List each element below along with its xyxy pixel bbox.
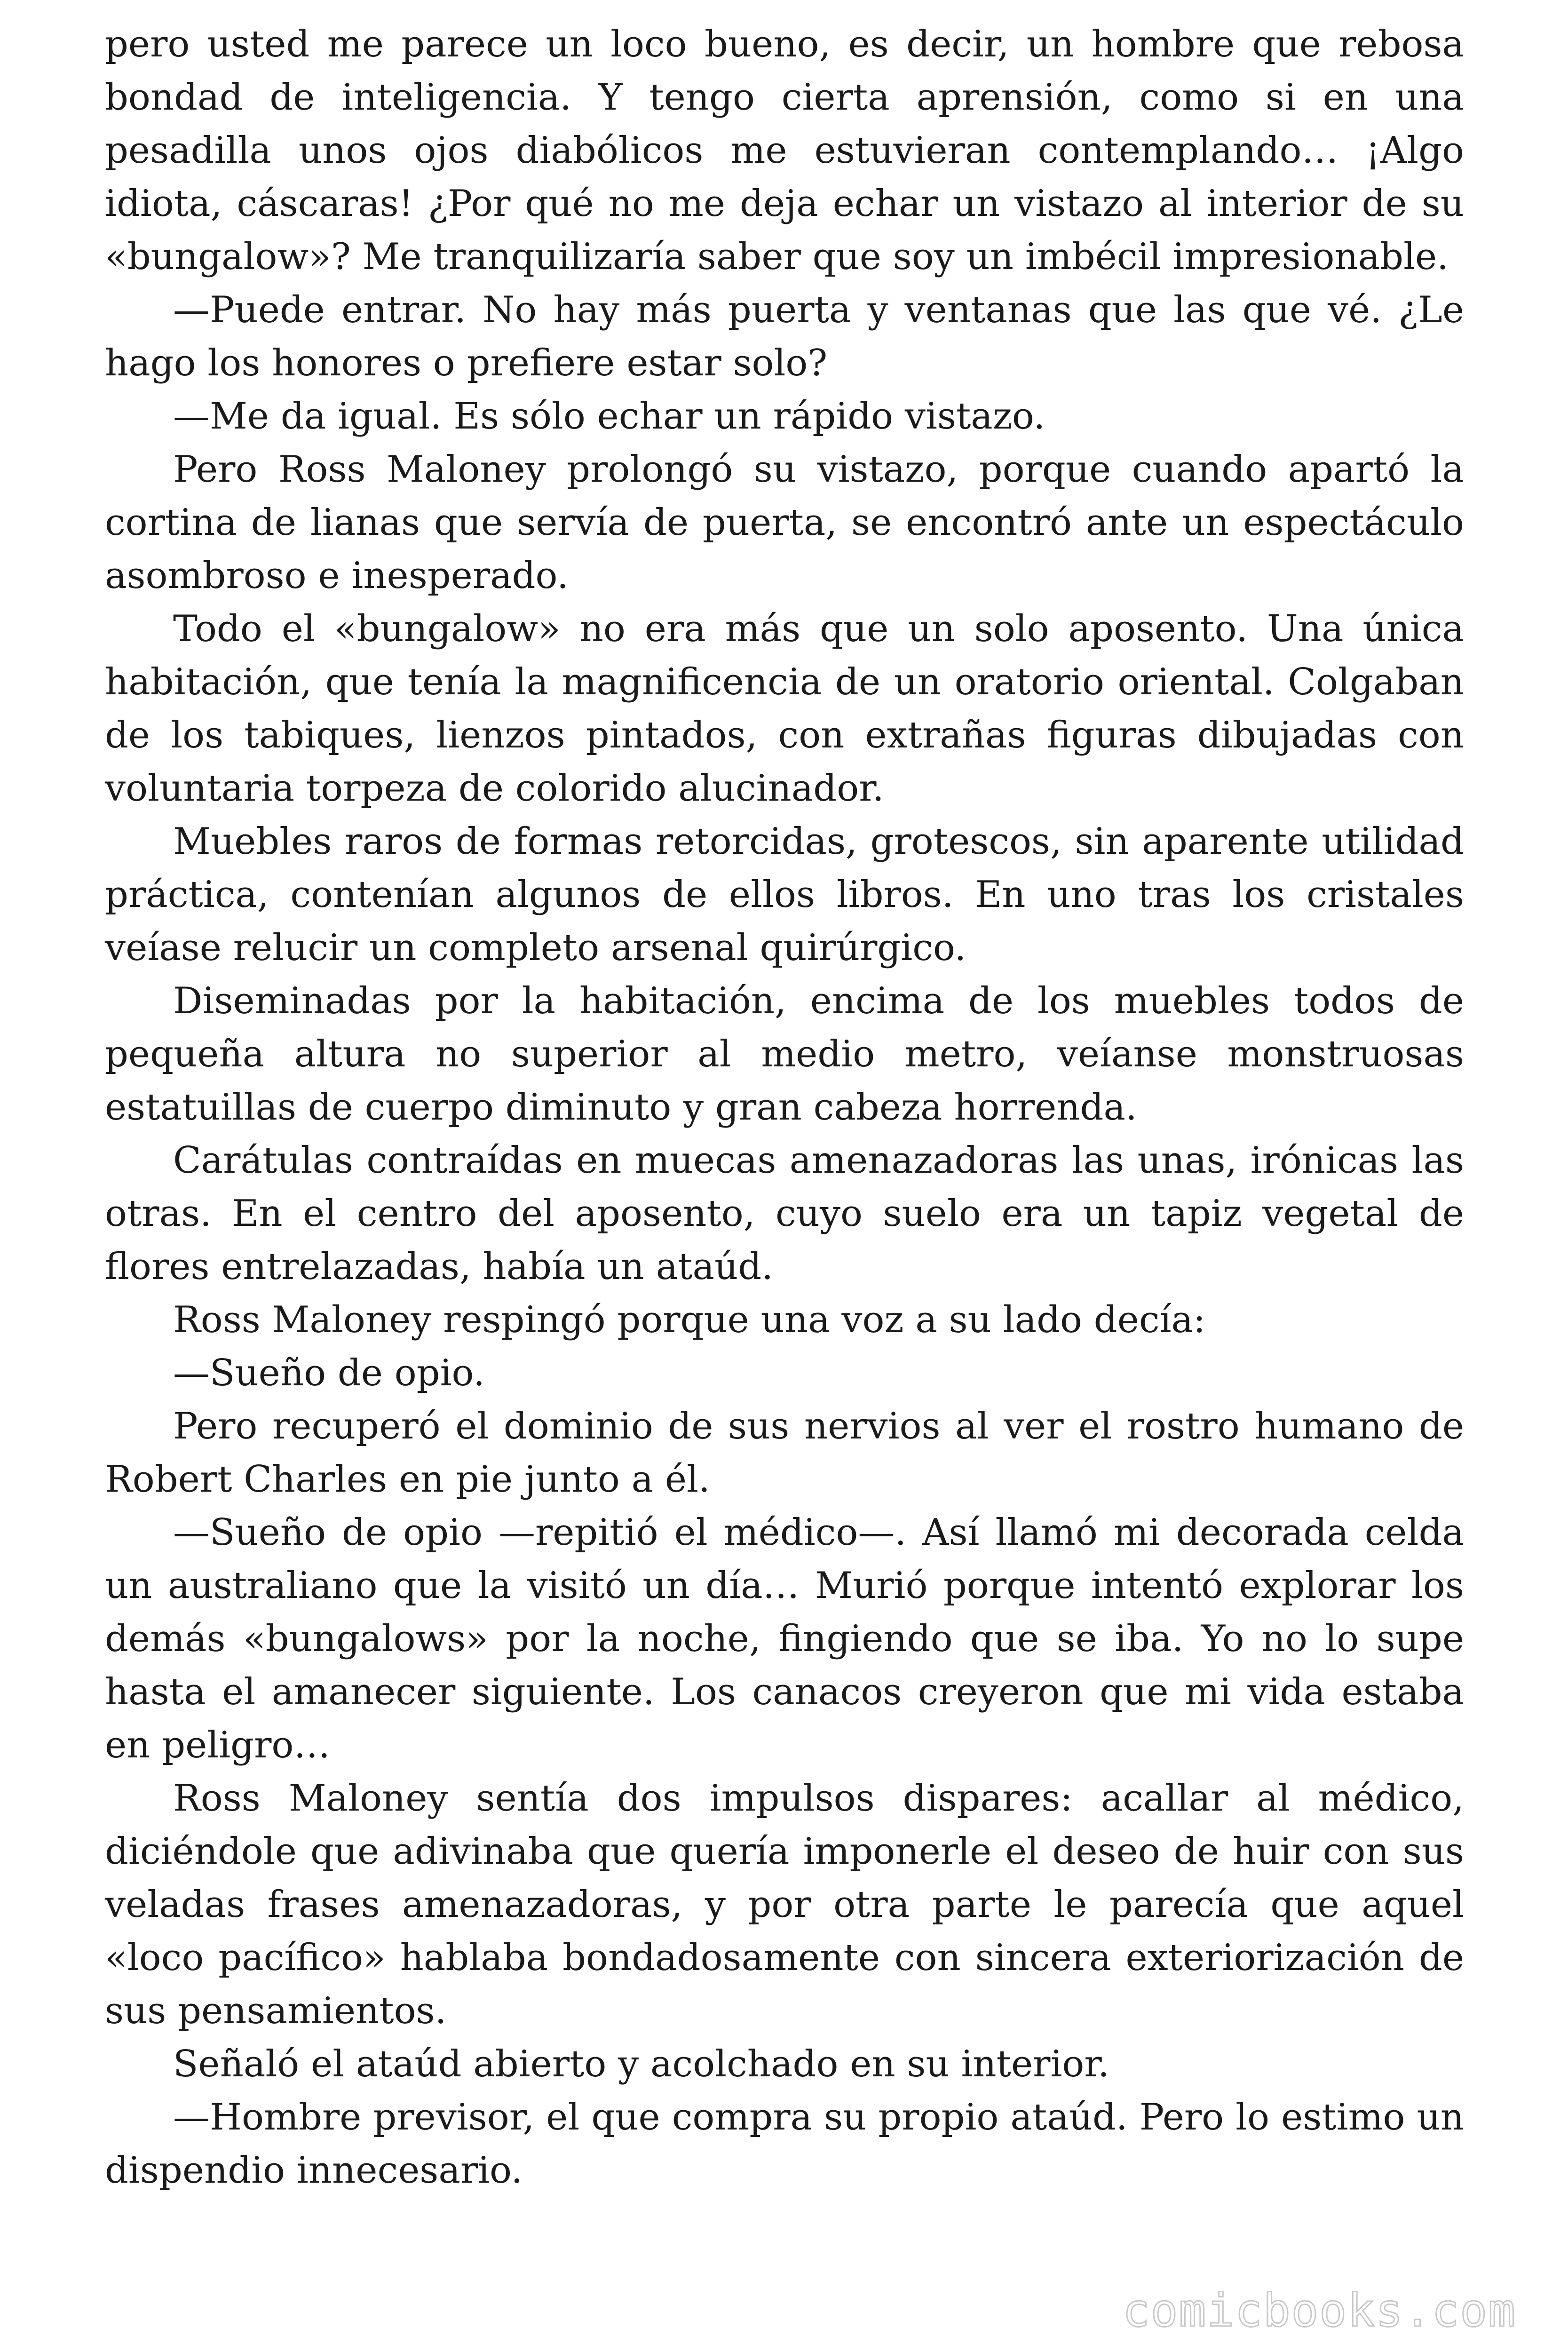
- paragraph-8: Carátulas contraídas en muecas amenazadoras las unas, irónicas las otras. En el centro del aposento, cuyo suelo era un tapiz vegetal de flores entrelazadas, había un ataúd.: [105, 1139, 1464, 1288]
- paragraph-3: —Me da igual. Es sólo echar un rápido vistazo.: [173, 395, 1045, 437]
- paragraph-14: Señaló el ataúd abierto y acolchado en su interior.: [173, 2043, 1109, 2085]
- watermark-text: comicbooks.com: [1122, 2284, 1516, 2337]
- paragraph-2: —Puede entrar. No hay más puerta y ventanas que las que vé. ¿Le hago los honores o prefiere estar solo?: [105, 289, 1464, 384]
- paragraph-13: Ross Maloney sentía dos impulsos dispares: acallar al médico, diciéndole que adivinaba que quería imponerle el deseo de huir con sus veladas frases amenazadoras, y por otra parte le parecía que aquel «loco pacífico» hablaba bondadosamente con sincera exteriorización de sus pensamientos.: [105, 1777, 1464, 2032]
- paragraph-6: Muebles raros de formas retorcidas, grotescos, sin aparente utilidad práctica, contenían algunos de ellos libros. En uno tras los cristales veíase relucir un completo arsenal quirúrgico.: [105, 820, 1464, 969]
- paragraph-7: Diseminadas por la habitación, encima de los muebles todos de pequeña altura no superior al medio metro, veíanse monstruosas estatuillas de cuerpo diminuto y gran cabeza horrenda.: [105, 980, 1464, 1128]
- book-page-text: [105, 18, 1464, 2197]
- paragraph-1: pero usted me parece un loco bueno, es decir, un hombre que rebosa bondad de inteligencia. Y tengo cierta aprensión, como si en una pesadilla unos ojos diabólicos me estuvieran contemplando… ¡Algo idiota, cáscaras! ¿Por qué no me deja echar un vistazo al interior de su «bungalow»? Me tranquilizaría saber que soy un imbécil impresionable.: [105, 23, 1464, 278]
- paragraph-5: Todo el «bungalow» no era más que un solo aposento. Una única habitación, que tenía la magnificencia de un oratorio oriental. Colgaban de los tabiques, lienzos pintados, con extrañas figuras dibujadas con voluntaria torpeza de colorido alucinador.: [105, 608, 1464, 810]
- paragraph-10: —Sueño de opio.: [173, 1352, 485, 1394]
- paragraph-9: Ross Maloney respingó porque una voz a su lado decía:: [173, 1299, 1206, 1341]
- paragraph-11: Pero recuperó el dominio de sus nervios al ver el rostro humano de Robert Charles en pie junto a él.: [105, 1405, 1464, 1501]
- paragraph-15: —Hombre previsor, el que compra su propio ataúd. Pero lo estimo un dispendio innecesario.: [105, 2096, 1464, 2192]
- paragraph-12: —Sueño de opio —repitió el médico—. Así llamó mi decorada celda un australiano que la visitó un día… Murió porque intentó explorar los demás «bungalows» por la noche, fingiendo que se iba. Yo no lo supe hasta el amanecer siguiente. Los canacos creyeron que mi vida estaba en peligro…: [105, 1511, 1464, 1766]
- paragraph-4: Pero Ross Maloney prolongó su vistazo, porque cuando apartó la cortina de lianas que servía de puerta, se encontró ante un espectáculo asombroso e inesperado.: [105, 448, 1464, 597]
